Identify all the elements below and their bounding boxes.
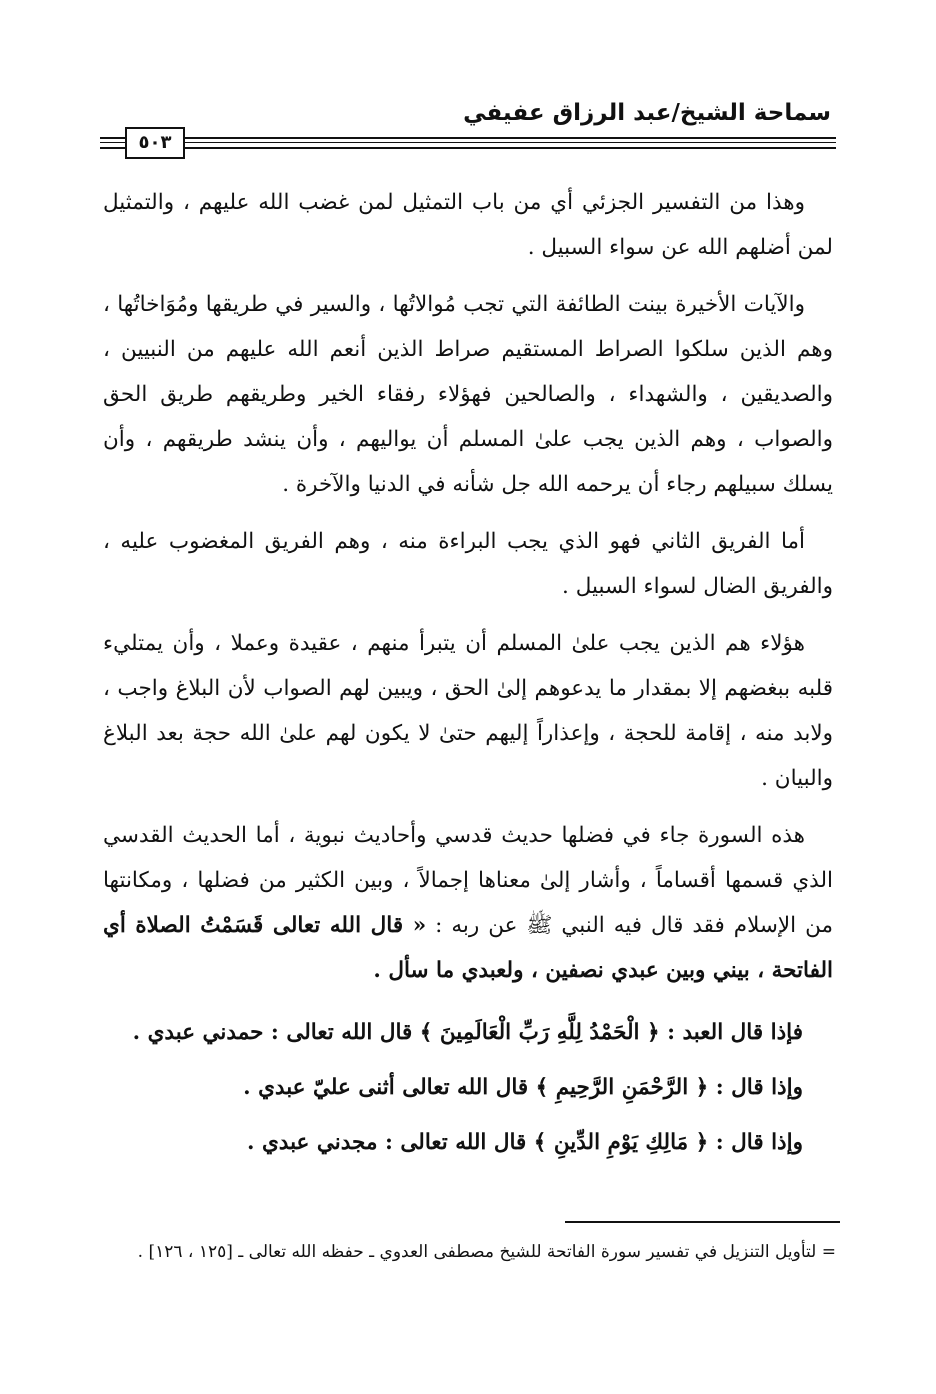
quran-line: وإذا قال : ﴿ مَالِكِ يَوْمِ الدِّينِ ﴾ قال الله تعالى : مجدني عبدي .: [246, 1130, 803, 1155]
footnote-rule: [565, 1221, 840, 1223]
body-text: [103, 180, 833, 1170]
header-rule-line: [100, 142, 836, 143]
footnote-text: = لتأويل التنزيل في تفسير سورة الفاتحة للشيخ مصطفى العدوي ـ حفظه الله تعالى ـ [١٢٥ ، ١٢٦] .: [137, 1242, 836, 1262]
header-rule-line: [100, 147, 836, 149]
hadith-intro: هذه السورة جاء في فضلها حديث قدسي وأحاديث نبوية ، أما الحديث القدسي الذي قسمها أقساماً ، وأشار إلىٰ معناها إجمالاً ، وبين الكثير من فضلها ، ومكانتها من الإسلام فقد قال فيه النبي ﷺ عن ربه :: [103, 823, 834, 938]
hadith-quote: « قال الله تعالى قَسَمْتُ الصلاة أي الفاتحة ، بيني وبين عبدي نصفين ، ولعبدي ما سأل .: [103, 913, 833, 983]
paragraph: وهذا من التفسير الجزئي أي من باب التمثيل لمن غضب الله عليهم ، والتمثيل لمن أضلهم الله عن سواء السبيل .: [103, 190, 833, 260]
quran-line: فإذا قال العبد : ﴿ الْحَمْدُ لِلَّهِ رَبِّ الْعَالَمِينَ ﴾ قال الله تعالى : حمدني عبدي .: [132, 1020, 803, 1045]
page-number: ٥٠٣: [125, 127, 185, 159]
paragraph: أما الفريق الثاني فهو الذي يجب البراءة منه ، وهم الفريق المغضوب عليه ، والفريق الضال لسواء السبيل .: [103, 529, 833, 599]
quran-line: وإذا قال : ﴿ الرَّحْمَنِ الرَّحِيمِ ﴾ قال الله تعالى أثنى عليّ عبدي .: [243, 1075, 803, 1100]
quran-lines: [103, 1005, 833, 1170]
paragraph: والآيات الأخيرة بينت الطائفة التي تجب مُوالاتُها ، والسير في طريقها ومُوَاخاتُها ، وهم الذين سلكوا الصراط المستقيم صراط الذين أنعم الله عليهم من النبيين ، والصديقين ، والشهداء ، والصالحين فهؤلاء رفقاء الخير وطريقهم طريق الحق والصواب ، وهم الذين يجب علىٰ المسلم أن يواليهم ، وأن ينشد طريقهم ، وأن يسلك سبيلهم رجاء أن يرحمه الله جل شأنه في الدنيا والآخرة .: [103, 292, 833, 497]
paragraph: هؤلاء هم الذين يجب علىٰ المسلم أن يتبرأ منهم ، عقيدة وعملا ، وأن يمتليء قلبه ببغضهم إلا بمقدار ما يدعوهم إلىٰ الحق ، ويبين لهم الصواب لأن البلاغ واجب ، ولابد منه ، إقامة للحجة ، وإعذاراً إليهم حتىٰ لا يكون لهم علىٰ الله حجة بعد البلاغ والبيان .: [103, 631, 833, 791]
hadith-paragraph: [103, 813, 833, 993]
footnote: [100, 1232, 836, 1272]
running-header-title: سماحة الشيخ/عبد الرزاق عفيفي: [463, 100, 831, 126]
header-rule: [100, 137, 836, 152]
header-rule-line: [100, 137, 836, 139]
